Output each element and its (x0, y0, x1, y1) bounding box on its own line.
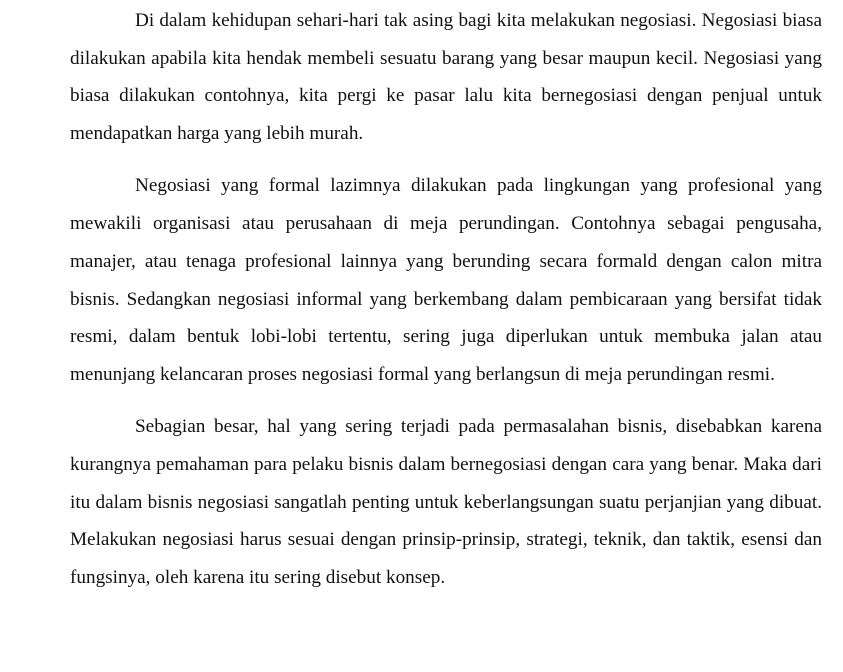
paragraph-2: Negosiasi yang formal lazimnya dilakukan pada lingkungan yang profesional yang mewakili organisasi atau perusahaan di meja perundingan. Contohnya sebagai pengusaha, manajer, atau tenaga profesional lainnya yang berunding secara formald dengan calon mitra bisnis. Sedangkan negosiasi informal yang berkembang dalam pembicaraan yang bersifat tidak resmi, dalam bentuk lobi-lobi tertentu, sering juga diperlukan untuk membuka jalan atau menunjang kelancaran proses negosiasi formal yang berlangsun di meja perundingan resmi. (70, 175, 822, 385)
paragraph-3: Sebagian besar, hal yang sering terjadi pada permasalahan bisnis, disebabkan karena kurangnya pemahaman para pelaku bisnis dalam bernegosiasi dengan cara yang benar. Maka dari itu dalam bisnis negosiasi sangatlah penting untuk keberlangsungan suatu perjanjian yang dibuat. Melakukan negosiasi harus sesuai dengan prinsip-prinsip, strategi, teknik, dan taktik, esensi dan fungsinya, oleh karena itu sering disebut konsep. (70, 416, 822, 589)
document-page (70, 2, 822, 597)
paragraph-1: Di dalam kehidupan sehari-hari tak asing bagi kita melakukan negosiasi. Negosiasi biasa dilakukan apabila kita hendak membeli sesuatu barang yang besar maupun kecil. Negosiasi yang biasa dilakukan contohnya, kita pergi ke pasar lalu kita bernegosiasi dengan penjual untuk mendapatkan harga yang lebih murah. (70, 10, 822, 145)
